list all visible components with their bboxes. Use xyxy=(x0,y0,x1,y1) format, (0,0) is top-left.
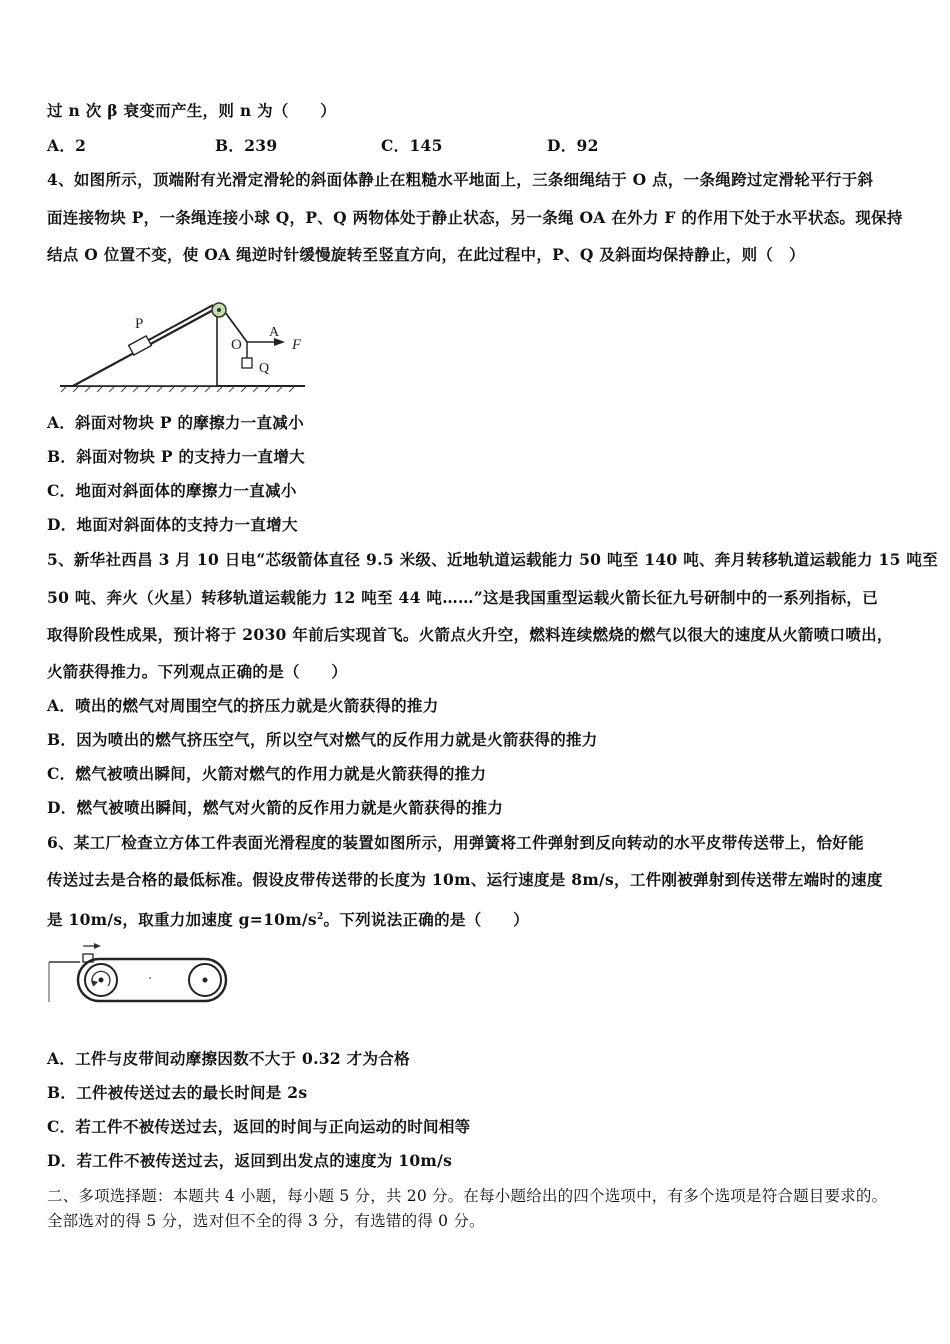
section-2-line-1: 二、多项选择题：本题共 4 小题，每小题 5 分，共 20 分。在每小题给出的四个选项中，有多个选项是符合题目要求的。 xyxy=(47,1187,888,1205)
q4-option-d: D．地面对斜面体的支持力一直增大 xyxy=(47,515,298,534)
q6-stem-line-3-main: 是 10m/s，取重力加速度 g=10m/s xyxy=(47,910,317,930)
q4-option-b: B．斜面对物块 P 的支持力一直增大 xyxy=(47,447,305,466)
label-o: O xyxy=(231,337,242,353)
q6-stem-line-1: 6、某工厂检查立方体工件表面光滑程度的装置如图所示，用弹簧将工件弹射到反向转动的水平皮带传送带上，恰好能 xyxy=(47,833,864,852)
q6-stem-line-3 xyxy=(47,907,529,930)
label-q: Q xyxy=(259,361,270,376)
q6-option-b: B．工件被传送过去的最长时间是 2s xyxy=(47,1083,308,1102)
q4-incline-figure xyxy=(55,290,325,395)
q6-stem-line-2: 传送过去是合格的最低标准。假设皮带传送带的长度为 10m、运行速度是 8m/s，工件刚被弹射到传送带左端时的速度 xyxy=(47,870,883,889)
q3-option-b: B．239 xyxy=(215,136,278,155)
q5-option-b: B．因为喷出的燃气挤压空气，所以空气对燃气的反作用力就是火箭获得的推力 xyxy=(47,730,598,749)
q4-stem-line-1: 4、如图所示，顶端附有光滑定滑轮的斜面体静止在粗糙水平地面上，三条细绳结于 O 点，一条绳跨过定滑轮平行于斜 xyxy=(47,170,874,189)
q4-option-a: A．斜面对物块 P 的摩擦力一直减小 xyxy=(47,413,304,432)
q6-option-a: A．工件与皮带间动摩擦因数不大于 0.32 才为合格 xyxy=(47,1049,410,1068)
q5-stem-line-4: 火箭获得推力。下列观点正确的是（ ） xyxy=(47,662,348,681)
q6-option-c: C．若工件不被传送过去，返回的时间与正向运动的时间相等 xyxy=(47,1117,471,1136)
q6-superscript: 2 xyxy=(316,912,324,922)
q6-conveyor-figure xyxy=(45,940,235,1015)
q3-stem-tail: 过 n 次 β 衰变而产生，则 n 为（ ） xyxy=(47,101,337,120)
q5-option-d: D．燃气被喷出瞬间，燃气对火箭的反作用力就是火箭获得的推力 xyxy=(47,798,504,817)
q6-stem-line-3-end: 。下列说法正确的是（ ） xyxy=(323,910,529,930)
q5-stem-line-3: 取得阶段性成果，预计将于 2030 年前后实现首飞。火箭点火升空，燃料连续燃烧的燃气以很大的速度从火箭喷口喷出， xyxy=(47,625,893,644)
q3-option-a: A．2 xyxy=(47,136,87,155)
section-2-line-2: 全部选对的得 5 分，选对但不全的得 3 分，有选错的得 0 分。 xyxy=(47,1212,485,1230)
q4-stem-line-3: 结点 O 位置不变，使 OA 绳逆时针缓慢旋转至竖直方向，在此过程中，P、Q 及斜面均保持静止，则（ ） xyxy=(47,245,805,264)
label-f: F xyxy=(292,337,302,353)
q5-option-c: C．燃气被喷出瞬间，火箭对燃气的作用力就是火箭获得的推力 xyxy=(47,764,487,783)
q4-stem-line-2: 面连接物块 P，一条绳连接小球 Q，P、Q 两物体处于静止状态，另一条绳 OA 在外力 F 的作用下处于水平状态。现保持 xyxy=(47,208,903,227)
label-p: P xyxy=(135,316,144,332)
q5-stem-line-1: 5、新华社西昌 3 月 10 日电“芯级箭体直径 9.5 米级、近地轨道运载能力 50 吨至 140 吨、奔月转移轨道运载能力 15 吨至 xyxy=(47,550,938,569)
q5-stem-line-2: 50 吨、奔火（火星）转移轨道运载能力 12 吨至 44 吨……”这是我国重型运载火箭长征九号研制中的一系列指标，已 xyxy=(47,588,879,607)
q3-option-c: C．145 xyxy=(381,136,443,155)
q4-option-c: C．地面对斜面体的摩擦力一直减小 xyxy=(47,481,297,500)
ball-q xyxy=(242,358,252,368)
label-a: A xyxy=(269,325,280,340)
q6-option-d: D．若工件不被传送过去，返回到出发点的速度为 10m/s xyxy=(47,1151,453,1170)
q3-options xyxy=(47,136,599,156)
q5-option-a: A．喷出的燃气对周围空气的挤压力就是火箭获得的推力 xyxy=(47,696,439,715)
q3-option-d: D．92 xyxy=(547,136,599,155)
